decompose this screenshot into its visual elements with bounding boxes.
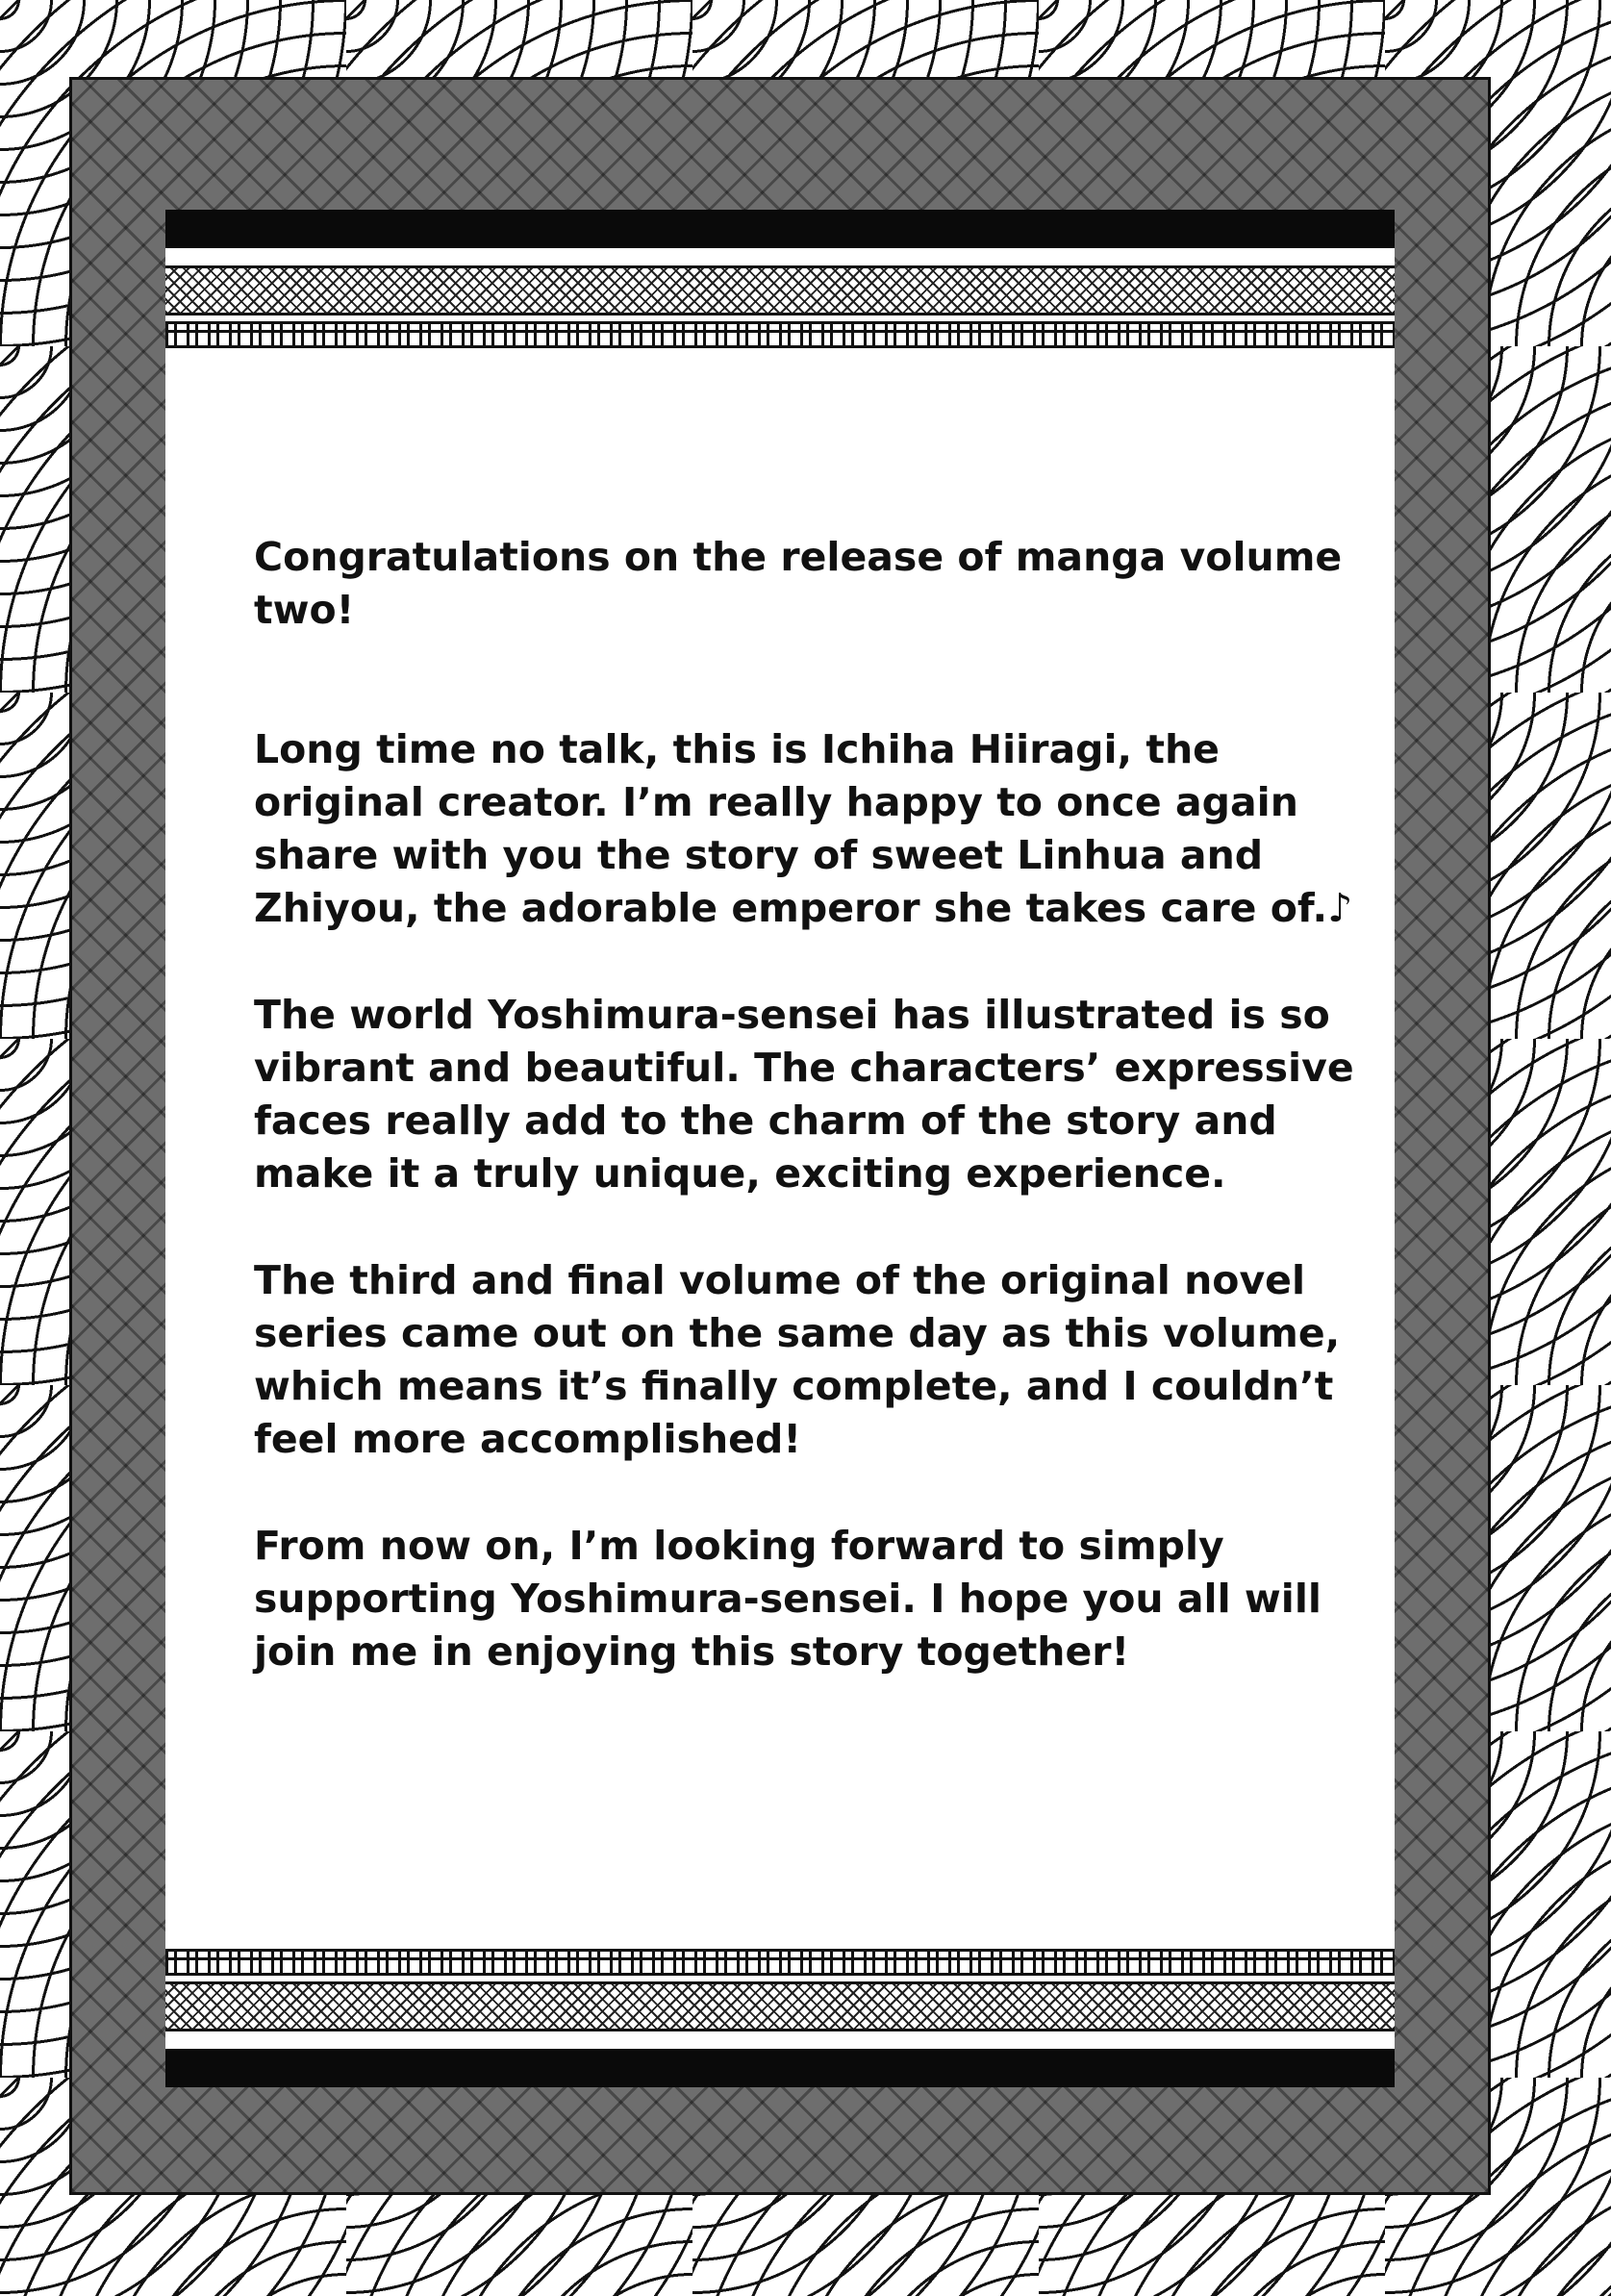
message-paragraph: The third and final volume of the original novel series came out on the same day as this volume, which means it’s finally complete, and I couldn’t feel more accomplished! bbox=[254, 1257, 1341, 1462]
message-paragraph: The world Yoshimura-sensei has illustrated is so vibrant and beautiful. The characters’ expressive faces really add to the charm of the story and make it a truly unique, exciting experience. bbox=[254, 992, 1354, 1197]
top-diamond-border bbox=[165, 265, 1395, 315]
afterword-text bbox=[254, 531, 1360, 1732]
top-greek-key-border bbox=[165, 321, 1395, 348]
message-paragraph: From now on, I’m looking forward to simply supporting Yoshimura-sensei. I hope you all will join me in enjoying this story together! bbox=[254, 1523, 1322, 1675]
top-black-bar bbox=[165, 210, 1395, 248]
bottom-black-bar bbox=[165, 2049, 1395, 2087]
message-heading: Congratulations on the release of manga volume two! bbox=[254, 534, 1343, 633]
message-panel bbox=[165, 210, 1395, 2087]
message-paragraph: Long time no talk, this is Ichiha Hiiragi, the original creator. I’m really happy to once again share with you the story of sweet Linhua and Zhiyou, the adorable emperor she takes care of.♪ bbox=[254, 726, 1353, 931]
bottom-diamond-border bbox=[165, 1981, 1395, 2031]
bottom-greek-key-border bbox=[165, 1949, 1395, 1976]
